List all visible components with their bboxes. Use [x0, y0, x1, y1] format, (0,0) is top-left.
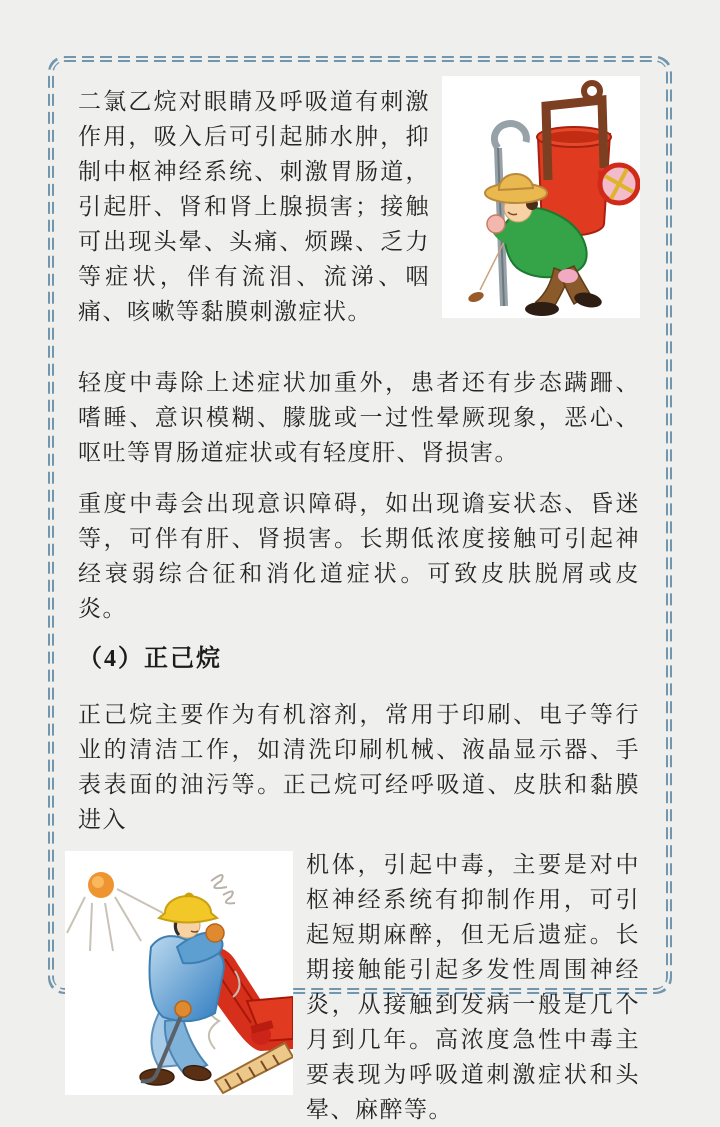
- section-hexane: [78, 847, 640, 1127]
- paragraph-hexane-effects: 机体，引起中毒，主要是对中枢神经系统有抑制作用，可引起短期麻醉，但无后遗症。长期接触能引起多发性周围神经炎，从接触到发病一般是几个月到几年。高浓度急性中毒主要表现为呼吸道刺激症状和头晕、麻醉等。: [306, 852, 640, 1122]
- section-dichloroethane: [78, 84, 640, 329]
- article: [78, 84, 640, 1127]
- illustration-sweating-worker: [65, 851, 293, 1095]
- paragraph-dichloroethane-effects: 二氯乙烷对眼睛及呼吸道有刺激作用，吸入后可引起肺水肿，抑制中枢神经系统、刺激胃肠道，引起肝、肾和肾上腺损害；接触可出现头晕、头痛、烦躁、乏力等症状，伴有流泪、流涕、咽痛、咳嗽等黏膜刺激症状。: [78, 89, 430, 324]
- paragraph-hexane-intro: 正己烷主要作为有机溶剂，常用于印刷、电子等行业的清洁工作，如清洗印刷机械、液晶显示器、手表表面的油污等。正己烷可经呼吸道、皮肤和黏膜进入: [78, 702, 640, 832]
- worker-carrying-bucket-image: [442, 76, 640, 318]
- paragraph-mild-poisoning: 轻度中毒除上述症状加重外，患者还有步态蹒跚、嗜睡、意识模糊、朦胧或一过性晕厥现象，恶心、呕吐等胃肠道症状或有轻度肝、肾损害。: [78, 370, 640, 465]
- paragraph-severe-poisoning: 重度中毒会出现意识障碍，如出现谵妄状态、昏迷等，可伴有肝、肾损害。长期低浓度接触可引起神经衰弱综合征和消化道症状。可致皮肤脱屑或皮炎。: [78, 491, 640, 621]
- sweating-worker-image: [65, 851, 293, 1095]
- heading-hexane: （4）正己烷: [78, 646, 222, 672]
- illustration-bucket-carrier: [442, 76, 640, 318]
